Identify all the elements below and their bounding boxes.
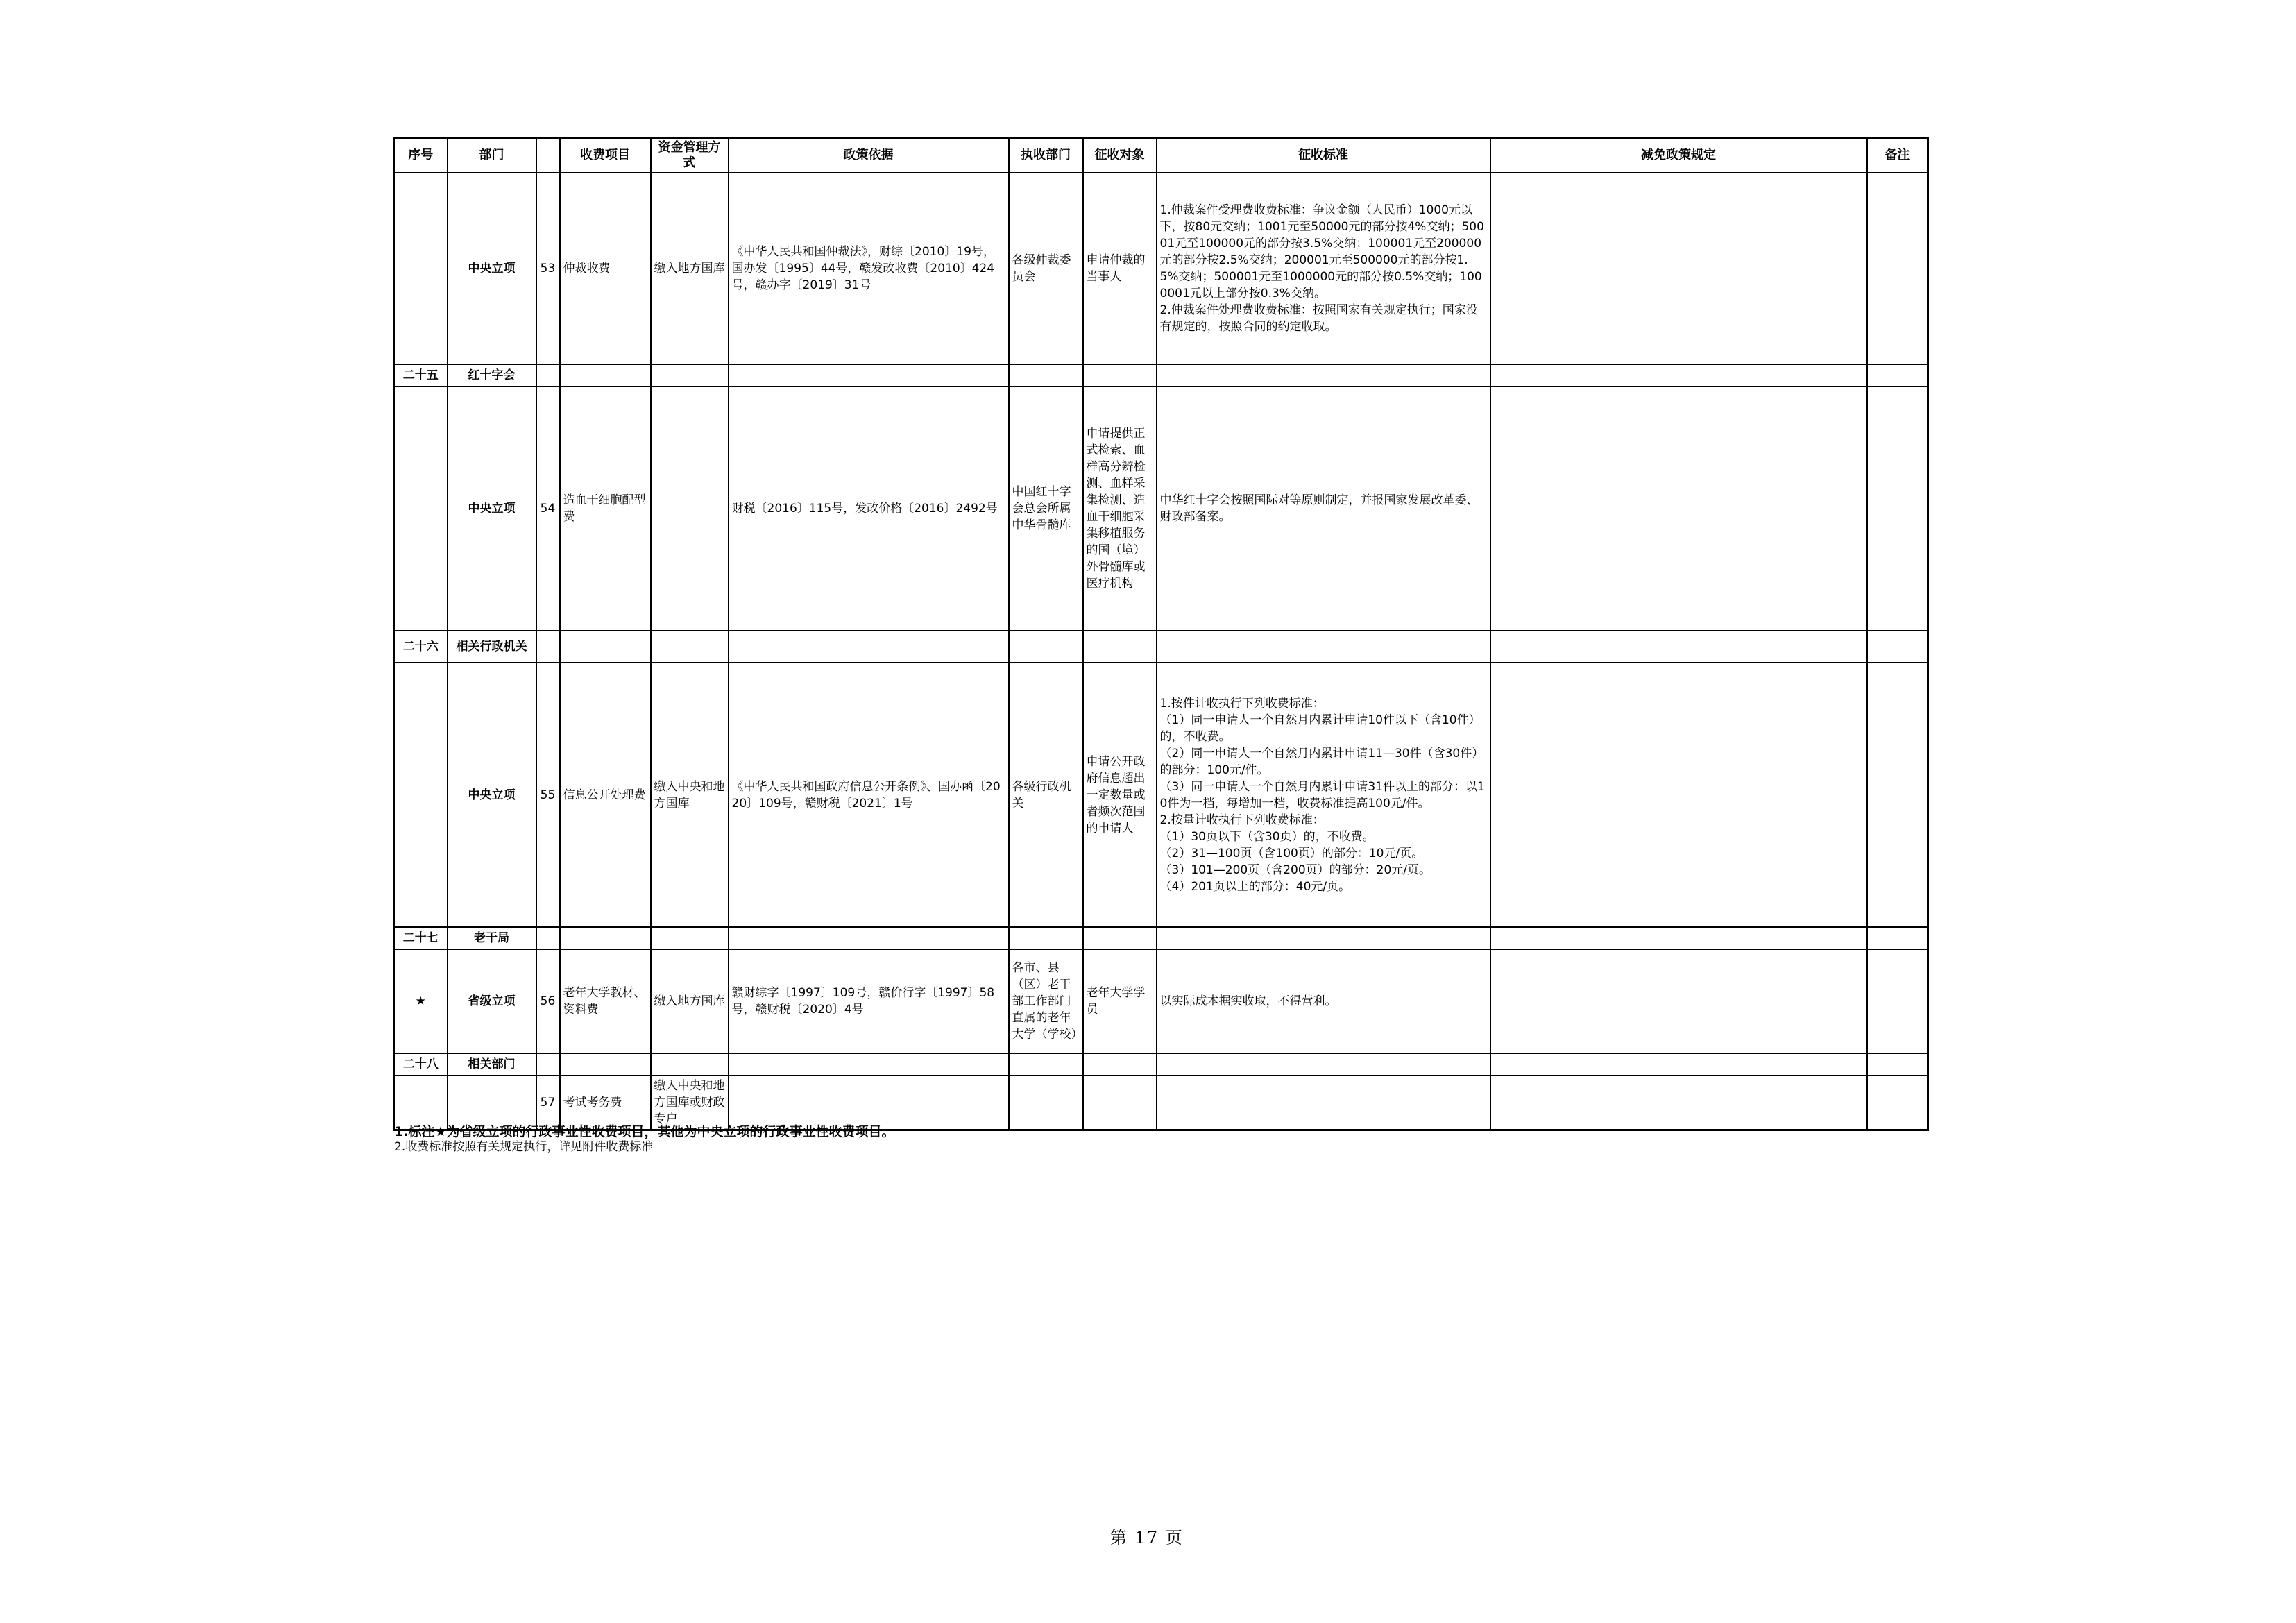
row-dept: 省级立项 (448, 949, 536, 1053)
row-fund: 缴入中央和地方国库或财政专户 (651, 1076, 729, 1130)
row-collector: 各级仲裁委员会 (1009, 173, 1083, 364)
header-target: 征收对象 (1083, 138, 1157, 173)
row-standard: 以实际成本据实收取，不得营利。 (1157, 949, 1490, 1053)
row-num: 57 (536, 1076, 560, 1130)
table-row (394, 173, 1928, 364)
row-item: 考试考务费 (560, 1076, 651, 1130)
row-target: 老年大学学员 (1083, 949, 1157, 1053)
header-num (536, 138, 560, 173)
header-fund: 资金管理方式 (651, 138, 729, 173)
provincial-star-icon: ★ (394, 949, 448, 1053)
row-fund (651, 386, 729, 631)
header-row (394, 138, 1928, 173)
footnote-truncated: 2.收费标准按照有关规定执行，详见附件收费标准 (394, 1140, 654, 1154)
page-number: 第 17 页 (1110, 1528, 1184, 1547)
row-num: 56 (536, 949, 560, 1053)
section-seq: 二十五 (394, 364, 448, 386)
row-fund: 缴入地方国库 (651, 949, 729, 1053)
row-item: 信息公开处理费 (560, 663, 651, 927)
header-standard: 征收标准 (1157, 138, 1490, 173)
row-collector: 各级行政机关 (1009, 663, 1083, 927)
footnote: 1.标注★为省级立项的行政事业性收费项目，其他为中央立项的行政事业性收费项目。 (394, 1124, 895, 1139)
row-target: 申请公开政府信息超出一定数量或者频次范围的申请人 (1083, 663, 1157, 927)
row-policy: 赣财综字〔1997〕109号，赣价行字〔1997〕58号，赣财税〔2020〕4号 (729, 949, 1009, 1053)
row-remark (1867, 949, 1928, 1053)
row-reduction (1490, 949, 1867, 1053)
table-row (394, 386, 1928, 631)
table-row (394, 663, 1928, 927)
row-collector: 中国红十字会总会所属中华骨髓库 (1009, 386, 1083, 631)
header-dept: 部门 (448, 138, 536, 173)
section-dept: 红十字会 (448, 364, 536, 386)
row-remark (1867, 663, 1928, 927)
row-standard: 1.按件计收执行下列收费标准： （1）同一申请人一个自然月内累计申请10件以下（含10件）的，不收费。 （2）同一申请人一个自然月内累计申请11—30件（含30件）的部分：100元/件。 （3）同一申请人一个自然月内累计申请31件以上的部分：以10件为一档，每增加一档，收费标准提高100元/件。 2.按量计收执行下列收费标准： （1）30页以下（含30页）的，不收费。 （2）31—100页（含100页）的部分：10元/页。 （3）101—200页（含200页）的部分：20元/页。 （4）201页以上的部分：40元/页。 (1157, 663, 1490, 927)
row-dept: 中央立项 (448, 663, 536, 927)
row-remark (1867, 173, 1928, 364)
row-target: 申请仲裁的当事人 (1083, 173, 1157, 364)
row-remark (1867, 1076, 1928, 1130)
row-num: 54 (536, 386, 560, 631)
row-reduction (1490, 663, 1867, 927)
row-item: 仲裁收费 (560, 173, 651, 364)
table-row (394, 949, 1928, 1053)
row-reduction (1490, 1076, 1867, 1130)
row-seq (394, 663, 448, 927)
row-dept: 中央立项 (448, 386, 536, 631)
header-policy: 政策依据 (729, 138, 1009, 173)
row-standard: 中华红十字会按照国际对等原则制定，并报国家发展改革委、财政部备案。 (1157, 386, 1490, 631)
row-fund: 缴入地方国库 (651, 173, 729, 364)
section-row (394, 927, 1928, 949)
section-seq: 二十七 (394, 927, 448, 949)
row-seq (394, 386, 448, 631)
row-fund: 缴入中央和地方国库 (651, 663, 729, 927)
section-row (394, 364, 1928, 386)
row-reduction (1490, 173, 1867, 364)
row-collector: 各市、县（区）老干部工作部门直属的老年大学（学校） (1009, 949, 1083, 1053)
row-item: 造血干细胞配型费 (560, 386, 651, 631)
section-row (394, 1053, 1928, 1076)
row-reduction (1490, 386, 1867, 631)
section-row (394, 631, 1928, 663)
row-target: 申请提供正式检索、血样高分辨检测、血样采集检测、造血干细胞采集移植服务的国（境）外骨髓库或医疗机构 (1083, 386, 1157, 631)
row-standard: 1.仲裁案件受理费收费标准：争议金额（人民币）1000元以下，按80元交纳；1001元至50000元的部分按4%交纳；50001元至100000元的部分按3.5%交纳；100001元至200000元的部分按2.5%交纳；200001元至500000元的部分按1.5%交纳；500001元至1000000元的部分按0.5%交纳；1000001元以上部分按0.3%交纳。 2.仲裁案件处理费收费标准：按照国家有关规定执行；国家没有规定的，按照合同的约定收取。 (1157, 173, 1490, 364)
header-item: 收费项目 (560, 138, 651, 173)
header-collector: 执收部门 (1009, 138, 1083, 173)
row-policy: 《中华人民共和国政府信息公开条例》、国办函〔2020〕109号，赣财税〔2021〕1号 (729, 663, 1009, 927)
fee-table (393, 137, 1929, 1131)
row-num: 53 (536, 173, 560, 364)
header-reduction: 减免政策规定 (1490, 138, 1867, 173)
row-dept: 中央立项 (448, 173, 536, 364)
row-remark (1867, 386, 1928, 631)
row-num: 55 (536, 663, 560, 927)
section-dept: 相关部门 (448, 1053, 536, 1076)
section-dept: 老干局 (448, 927, 536, 949)
section-seq: 二十八 (394, 1053, 448, 1076)
section-seq: 二十六 (394, 631, 448, 663)
header-remark: 备注 (1867, 138, 1928, 173)
row-policy: 财税〔2016〕115号，发改价格〔2016〕2492号 (729, 386, 1009, 631)
header-seq: 序号 (394, 138, 448, 173)
row-seq (394, 173, 448, 364)
section-dept: 相关行政机关 (448, 631, 536, 663)
row-item: 老年大学教材、资料费 (560, 949, 651, 1053)
row-policy: 《中华人民共和国仲裁法》，财综〔2010〕19号，国办发〔1995〕44号，赣发改收费〔2010〕424号，赣办字〔2019〕31号 (729, 173, 1009, 364)
